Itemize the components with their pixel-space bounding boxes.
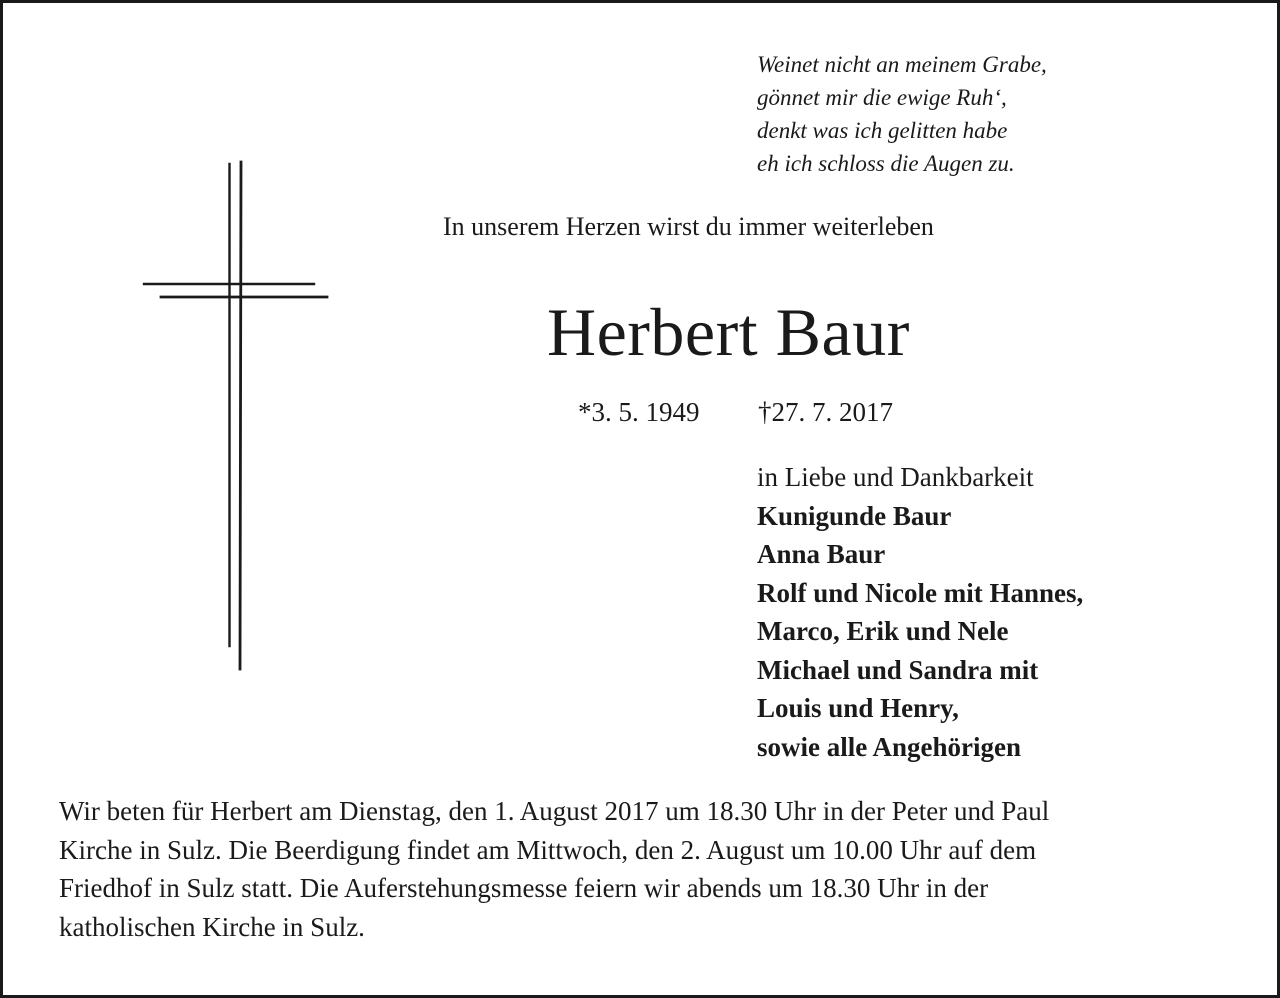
mourner-line: sowie alle Angehörigen bbox=[757, 731, 1021, 762]
mourner-line: Kunigunde Baur bbox=[757, 500, 952, 531]
poem-line: denkt was ich gelitten habe bbox=[757, 118, 1008, 143]
poem-line: eh ich schloss die Augen zu. bbox=[757, 151, 1015, 176]
mourners-list bbox=[757, 458, 1237, 766]
poem-line: Weinet nicht an meinem Grabe, bbox=[757, 52, 1047, 77]
memorial-motto: In unserem Herzen wirst du immer weiterleben bbox=[443, 212, 934, 241]
death-date: †27. 7. 2017 bbox=[758, 397, 893, 427]
mourner-line: Anna Baur bbox=[757, 539, 886, 569]
mourner-line: Michael und Sandra mit bbox=[757, 654, 1039, 685]
notice-line: katholischen Kirche in Sulz. bbox=[59, 911, 365, 942]
birth-date: *3. 5. 1949 bbox=[578, 397, 700, 427]
mourner-line: Marco, Erik und Nele bbox=[757, 616, 1009, 646]
cross-vertical-line-right bbox=[240, 162, 241, 669]
mourners-intro: in Liebe und Dankbarkeit bbox=[757, 462, 1034, 492]
notice-line: Kirche in Sulz. Die Beerdigung findet am Mittwoch, den 2. August um 10.00 Uhr auf dem bbox=[59, 834, 1037, 865]
poem-line: gönnet mir die ewige Ruh‘, bbox=[757, 85, 1007, 110]
deceased-name: Herbert Baur bbox=[547, 294, 910, 370]
service-notice bbox=[59, 792, 1229, 946]
mourner-line: Louis und Henry, bbox=[757, 693, 959, 723]
mourner-line: Rolf und Nicole mit Hannes, bbox=[757, 577, 1084, 608]
notice-line: Wir beten für Herbert am Dienstag, den 1. August 2017 um 18.30 Uhr in der Peter und Paul bbox=[59, 796, 1050, 826]
notice-line: Friedhof in Sulz statt. Die Auferstehungsmesse feiern wir abends um 18.30 Uhr in der bbox=[59, 873, 989, 903]
